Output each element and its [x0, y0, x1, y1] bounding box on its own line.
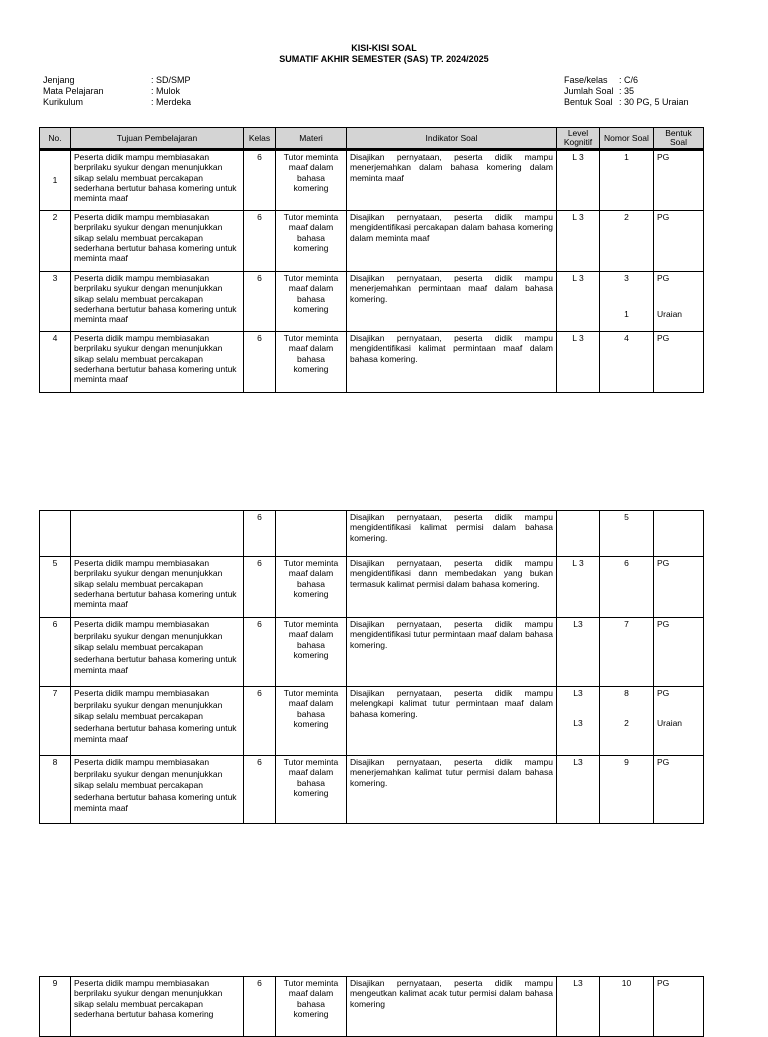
table-row	[40, 618, 704, 687]
cell-level: L 3	[557, 272, 600, 332]
cell-kelas: 6	[244, 272, 276, 332]
cell-no: 6	[40, 618, 71, 687]
cell-tujuan: Peserta didik mampu membiasakan berprilaku syukur dengan menunjukkan sikap selalu membuat percakapan sederhana bertutur bahasa komering untuk meminta maaf	[71, 150, 244, 211]
col-header-bentuk: Bentuk Soal	[654, 128, 704, 150]
cell-level: L 3	[557, 557, 600, 618]
meta-right	[564, 75, 689, 108]
cell-kelas: 6	[244, 756, 276, 824]
cell-no: 4	[40, 332, 71, 393]
cell-nomor: 9	[600, 756, 654, 824]
kisi-table-3	[39, 976, 704, 1037]
meta-label: Bentuk Soal	[564, 97, 613, 107]
table-row	[40, 272, 704, 332]
meta-label: Jumlah Soal	[564, 86, 614, 96]
cell-kelas: 6	[244, 557, 276, 618]
cell-materi: Tutor meminta maaf dalam bahasa komering	[276, 272, 347, 332]
kisi-table-2	[39, 510, 704, 824]
table-row	[40, 150, 704, 211]
cell-level: L3	[557, 756, 600, 824]
bentuk-uraian: Uraian	[657, 309, 683, 320]
cell-kelas: 6	[244, 332, 276, 393]
col-header-kelas: Kelas	[244, 128, 276, 150]
cell-materi: Tutor meminta maaf dalam bahasa komering	[276, 756, 347, 824]
meta-label: Jenjang	[43, 75, 75, 85]
level-uraian: L3	[573, 718, 583, 729]
cell-no: 8	[40, 756, 71, 824]
cell-materi: Tutor meminta maaf dalam bahasa komering	[276, 977, 347, 1037]
cell-tujuan: Peserta didik mampu membiasakan berprilaku syukur dengan menunjukkan sikap selalu membuat percakapan sederhana bertutur bahasa komering untuk meminta maaf	[71, 211, 244, 272]
nomor-pg: 3	[624, 273, 629, 283]
meta-left	[43, 75, 191, 108]
meta-value: : 35	[619, 86, 635, 96]
col-header-indikator: Indikator Soal	[347, 128, 557, 150]
table-row	[40, 211, 704, 272]
document-title: KISI-KISI SOAL	[351, 43, 417, 53]
meta-label: Fase/kelas	[564, 75, 608, 85]
cell-no	[40, 511, 71, 557]
meta-value: : C/6	[619, 75, 639, 85]
kisi-table-1	[39, 127, 704, 393]
cell-tujuan: Peserta didik mampu membiasakan berprilaku syukur dengan menunjukkan sikap selalu membuat percakapan sederhana bertutur bahasa komering	[71, 977, 244, 1037]
cell-materi: Tutor meminta maaf dalam bahasa komering	[276, 557, 347, 618]
cell-indikator: Disajikan pernyataan, peserta didik mampu mengidentifikasi kalimat permisi dalam bahasa komering.	[347, 511, 557, 557]
cell-level: L 3	[557, 150, 600, 211]
cell-indikator: Disajikan pernyataan, peserta didik mampu mengidentifikasi kalimat permintaan maaf dalam bahasa komering.	[347, 332, 557, 393]
cell-bentuk: PG	[654, 977, 704, 1037]
bentuk-uraian: Uraian	[657, 718, 683, 729]
meta-label: Kurikulum	[43, 97, 84, 107]
cell-materi: Tutor meminta maaf dalam bahasa komering	[276, 332, 347, 393]
cell-level: L3	[557, 977, 600, 1037]
cell-kelas: 6	[244, 211, 276, 272]
cell-materi	[276, 511, 347, 557]
cell-level: L3	[557, 618, 600, 687]
cell-kelas: 6	[244, 977, 276, 1037]
cell-level	[557, 687, 600, 756]
document-subtitle: SUMATIF AKHIR SEMESTER (SAS) TP. 2024/2025	[279, 54, 489, 64]
cell-materi: Tutor meminta maaf dalam bahasa komering	[276, 150, 347, 211]
cell-bentuk: PG	[654, 618, 704, 687]
table-row	[40, 332, 704, 393]
cell-tujuan: Peserta didik mampu membiasakan berprilaku syukur dengan menunjukkan sikap selalu membuat percakapan sederhana bertutur bahasa komering untuk meminta maaf	[71, 687, 244, 756]
cell-no: 2	[40, 211, 71, 272]
cell-no: 5	[40, 557, 71, 618]
cell-materi: Tutor meminta maaf dalam bahasa komering	[276, 211, 347, 272]
cell-level: L 3	[557, 332, 600, 393]
col-header-no: No.	[40, 128, 71, 150]
cell-tujuan	[71, 511, 244, 557]
cell-indikator: Disajikan pernyataan, peserta didik mampu mengidentifikasi percakapan dalam bahasa komering dalam meminta maaf	[347, 211, 557, 272]
nomor-uraian: 2	[624, 718, 629, 729]
cell-indikator: Disajikan pernyataan, peserta didik mampu menerjemahkan permintaan maaf dalam bahasa komering.	[347, 272, 557, 332]
cell-nomor: 7	[600, 618, 654, 687]
cell-tujuan: Peserta didik mampu membiasakan berprilaku syukur dengan menunjukkan sikap selalu membuat percakapan sederhana bertutur bahasa komering untuk meminta maaf	[71, 618, 244, 687]
bentuk-pg: PG	[657, 273, 670, 283]
cell-indikator: Disajikan pernyataan, peserta didik mampu melengkapi kalimat tutur permintaan maaf dalam bahasa komering.	[347, 687, 557, 756]
cell-tujuan: Peserta didik mampu membiasakan berprilaku syukur dengan menunjukkan sikap selalu membuat percakapan sederhana bertutur bahasa komering untuk meminta maaf	[71, 756, 244, 824]
meta-value: : SD/SMP	[151, 75, 191, 85]
cell-indikator: Disajikan pernyataan, peserta didik mampu menerjemahkan kalimat tutur permisi dalam bahasa komering.	[347, 756, 557, 824]
cell-nomor: 6	[600, 557, 654, 618]
cell-no: 3	[40, 272, 71, 332]
cell-nomor	[600, 687, 654, 756]
bentuk-pg: PG	[657, 688, 670, 698]
meta-value: : 30 PG, 5 Uraian	[619, 97, 689, 107]
cell-bentuk	[654, 687, 704, 756]
cell-kelas: 6	[244, 687, 276, 756]
nomor-pg: 8	[624, 688, 629, 698]
cell-bentuk: PG	[654, 332, 704, 393]
cell-bentuk: PG	[654, 756, 704, 824]
cell-materi: Tutor meminta maaf dalam bahasa komering	[276, 687, 347, 756]
cell-bentuk: PG	[654, 150, 704, 211]
cell-nomor: 4	[600, 332, 654, 393]
table-row	[40, 557, 704, 618]
col-header-level: Level Kognitif	[557, 128, 600, 150]
cell-no: 7	[40, 687, 71, 756]
cell-kelas: 6	[244, 511, 276, 557]
meta-label: Mata Pelajaran	[43, 86, 104, 96]
table-row	[40, 511, 704, 557]
cell-nomor: 5	[600, 511, 654, 557]
col-header-tujuan: Tujuan Pembelajaran	[71, 128, 244, 150]
cell-nomor	[600, 272, 654, 332]
cell-indikator: Disajikan pernyataan, peserta didik mampu mengeutkan kalimat acak tutur permisi dalam bahasa komering	[347, 977, 557, 1037]
table-row	[40, 756, 704, 824]
table-row	[40, 977, 704, 1037]
cell-no: 1	[40, 150, 71, 211]
level-pg: L3	[573, 688, 583, 698]
cell-kelas: 6	[244, 150, 276, 211]
cell-nomor: 2	[600, 211, 654, 272]
meta-value: : Mulok	[151, 86, 181, 96]
col-header-nomor: Nomor Soal	[600, 128, 654, 150]
table-row	[40, 687, 704, 756]
cell-kelas: 6	[244, 618, 276, 687]
cell-indikator: Disajikan pernyataan, peserta didik mampu mengidentifikasi dann membedakan yang bukan termasuk kalimat permisi dalam bahasa komering.	[347, 557, 557, 618]
cell-tujuan: Peserta didik mampu membiasakan berprilaku syukur dengan menunjukkan sikap selalu membuat percakapan sederhana bertutur bahasa komering untuk meminta maaf	[71, 272, 244, 332]
table-header-row	[40, 128, 704, 150]
cell-indikator: Disajikan pernyataan, peserta didik mampu mengidentifikasi tutur permintaan maaf dalam bahasa komering.	[347, 618, 557, 687]
nomor-uraian: 1	[624, 309, 629, 320]
cell-nomor: 10	[600, 977, 654, 1037]
cell-nomor: 1	[600, 150, 654, 211]
meta-value: : Merdeka	[151, 97, 192, 107]
cell-level	[557, 511, 600, 557]
cell-bentuk: PG	[654, 211, 704, 272]
cell-bentuk	[654, 272, 704, 332]
cell-indikator: Disajikan pernyataan, peserta didik mampu menerjemahkan dalam bahasa komering dalam meminta maaf	[347, 150, 557, 211]
cell-level: L 3	[557, 211, 600, 272]
cell-tujuan: Peserta didik mampu membiasakan berprilaku syukur dengan menunjukkan sikap selalu membuat percakapan sederhana bertutur bahasa komering untuk meminta maaf	[71, 557, 244, 618]
cell-bentuk: PG	[654, 557, 704, 618]
cell-tujuan: Peserta didik mampu membiasakan berprilaku syukur dengan menunjukkan sikap selalu membuat percakapan sederhana bertutur bahasa komering untuk meminta maaf	[71, 332, 244, 393]
cell-no: 9	[40, 977, 71, 1037]
col-header-materi: Materi	[276, 128, 347, 150]
cell-bentuk	[654, 511, 704, 557]
cell-materi: Tutor meminta maaf dalam bahasa komering	[276, 618, 347, 687]
